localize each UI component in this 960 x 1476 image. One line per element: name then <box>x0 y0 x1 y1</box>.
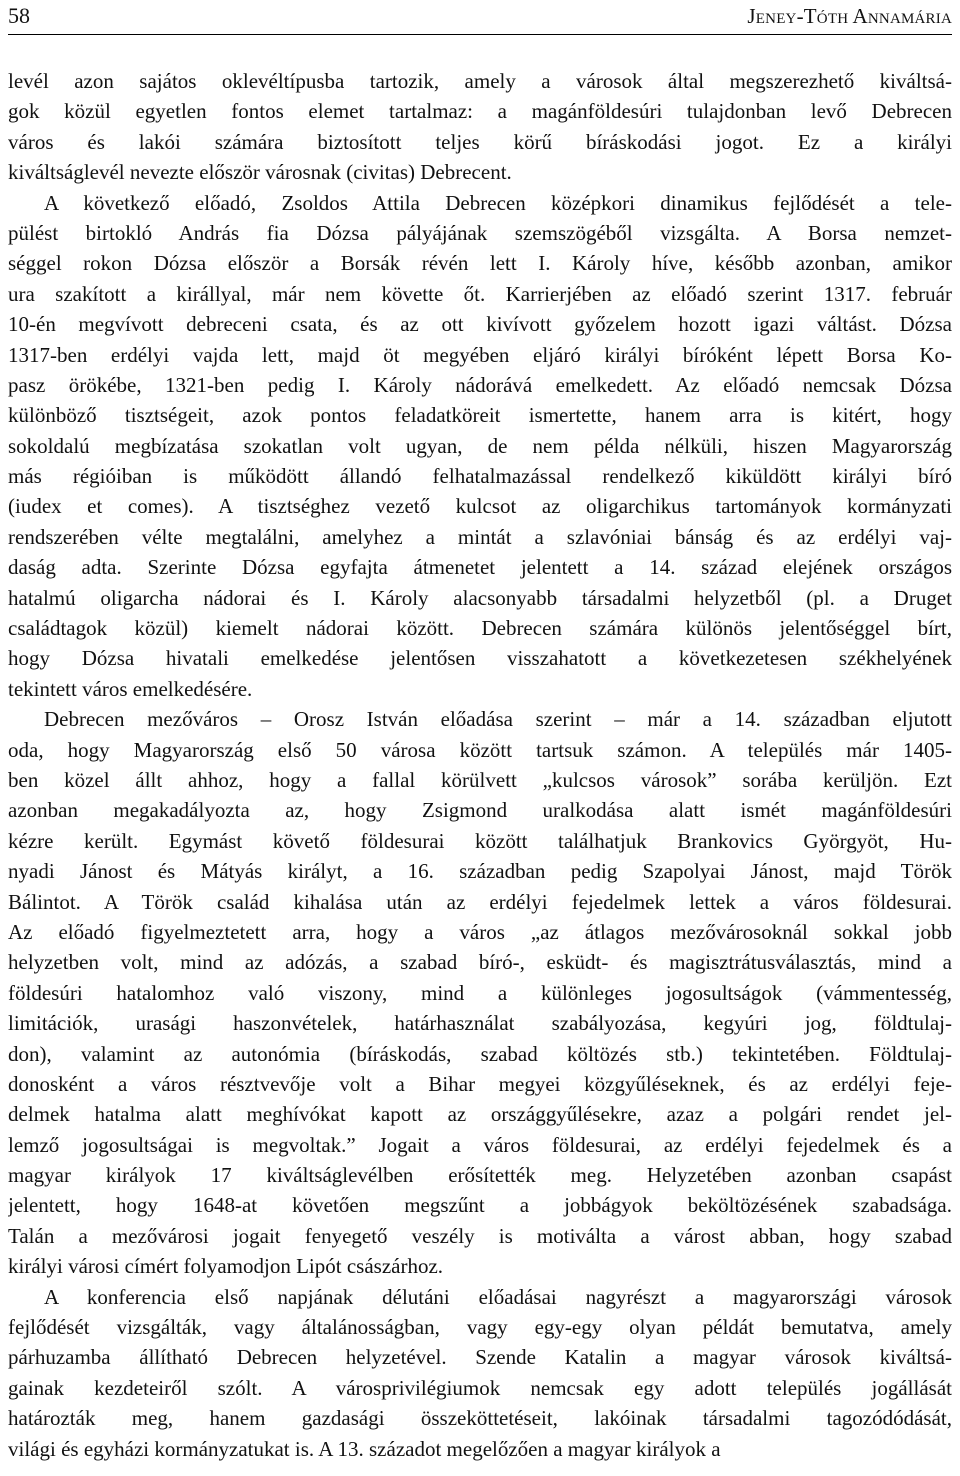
text-line: lemző jogosultságai is megvoltak.” Jogait a város földesurai, az erdélyi fejedelmek és a <box>8 1132 952 1157</box>
text-line: delmek hatalma alatt meghívókat kapott az országgyűlésekre, azaz a polgári rendet jel- <box>8 1102 952 1127</box>
text-line: magyar királyok 17 kiváltságlevélben erősítették meg. Helyzetében azonban csapást <box>8 1163 952 1188</box>
text-line: hatalmú oligarcha nádorai és I. Károly alacsonyabb társadalmi helyzetből (pl. a Druget <box>8 585 952 610</box>
text-line: párhuzamba állítható Debrecen helyzetével. Szende Katalin a magyar városok kiváltsá- <box>8 1345 952 1370</box>
text-line: gok közül egyetlen fontos elemet tartalmaz: a magánföldesúri tulajdonban levő Debrecen <box>8 99 952 124</box>
text-line: más régióiban is működött állandó felhatalmazással rendelkező kiküldött királyi bíró <box>8 464 952 489</box>
text-line: donosként a város résztvevője volt a Bihar megyei közgyűléseknek, és az erdélyi feje- <box>8 1071 952 1096</box>
text-line: 10-én megvívott debreceni csata, és az ott kivívott győzelem hozott igazi váltást. Dózsa <box>8 312 952 337</box>
text-line: (iudex et comes). A tisztséghez vezető kulcsot az oligarchikus tartományok kormányzati <box>8 494 952 519</box>
text-line: azonban megakadályozta az, hogy Zsigmond uralkodása alatt ismét magánföldesúri <box>8 798 952 823</box>
paragraph <box>8 704 952 1281</box>
running-header-author: Jeney-Tóth Annamária <box>747 4 952 28</box>
text-line: helyzetben volt, mind az adózás, a szabad bíró-, esküdt- és magisztrátusválasztás, mind a <box>8 950 952 975</box>
text-line: kézre került. Egymást követő földesurai között találhatjuk Brankovics Györgyöt, Hu- <box>8 828 952 853</box>
text-line: hogy Dózsa hivatali emelkedése jelentősen visszahatott a következetesen székhelyének <box>8 646 952 671</box>
text-line: ura szakított a királlyal, már nem követte őt. Karrierjében az előadó szerint 1317. február <box>8 281 952 306</box>
text-line: város és lakói számára biztosított teljes körű bíráskodási jogot. Ez a királyi <box>8 129 952 154</box>
text-line: királyi városi címért folyamodjon Lipót császárhoz. <box>8 1254 444 1279</box>
text-line: pasz örökébe, 1321-ben pedig I. Károly nádorává emelkedett. Az előadó nemcsak Dózsa <box>8 372 952 397</box>
text-line: földesúri hatalomhoz való viszony, mind a különleges jogosultságok (vámmentesség, <box>8 980 952 1005</box>
paragraph <box>8 188 952 705</box>
text-line: ben közel állt ahhoz, hogy a fallal körülvett „kulcsos városok” sorába kerüljön. Ezt <box>8 767 952 792</box>
text-line: világi és egyházi kormányzatukat is. A 13. századot megelőzően a magyar királyok a <box>8 1436 721 1461</box>
text-line: jelentett, hogy 1648-at követően megszűnt a jobbágyok beköltözésének szabadsága. <box>8 1193 952 1218</box>
text-line: séggel rokon Dózsa először a Borsák révén lett I. Károly híve, később azonban, amikor <box>8 251 952 276</box>
text-line: határozták meg, hanem gazdasági összeköttetéseit, lakóinak társadalmi tagozódódását, <box>8 1406 952 1431</box>
text-line: Bálintot. A Török család kihalása után az erdélyi fejedelmek lettek a város földesurai. <box>8 889 952 914</box>
text-line: limitációk, urasági haszonvételek, határhasználat szabályozása, kegyúri jog, földtulaj- <box>8 1011 952 1036</box>
body-text <box>8 66 952 1464</box>
text-line: Debrecen mezőváros – Orosz István előadása szerint – már a 14. században eljutott <box>44 707 952 732</box>
text-line: Az előadó figyelmeztetett arra, hogy a város „az átlagos mezővárosoknál sokkal jobb <box>8 919 952 944</box>
text-line: levél azon sajátos oklevéltípusba tartozik, amely a városok által megszerezhető kiváltsá- <box>8 69 952 93</box>
paragraph <box>8 1282 952 1464</box>
text-line: fejlődését vizsgálták, vagy általánosságban, vagy egy-egy olyan példát bemutatva, amely <box>8 1315 952 1340</box>
page-number: 58 <box>8 3 30 28</box>
text-line: don), valamint az autonómia (bíráskodás, szabad költözés stb.) tekintetében. Földtulaj- <box>8 1041 952 1066</box>
text-line: oda, hogy Magyarország első 50 városa között tartsuk számon. A település már 1405- <box>8 737 952 762</box>
text-line: daság adta. Szerinte Dózsa egyfajta átmenetet jelentett a 14. század elejének országos <box>8 555 952 580</box>
text-line: sokoldalú megbízatása szokatlan volt ugyan, de nem példa nélküli, hiszen Magyarország <box>8 433 952 458</box>
text-line: A következő előadó, Zsoldos Attila Debrecen középkori dinamikus fejlődését a tele- <box>44 190 952 215</box>
text-line: 1317-ben erdélyi vajda lett, majd öt megyében eljáró királyi bíróként lépett Borsa Ko- <box>8 342 952 367</box>
text-line: nyadi Jánost és Mátyás királyt, a 16. században pedig Szapolyai Jánost, majd Török <box>8 859 952 884</box>
running-header <box>8 0 952 35</box>
text-line: pülést birtokló András fia Dózsa pályájának szemszögéből vizsgálta. A Borsa nemzet- <box>8 220 952 245</box>
paragraph <box>8 66 952 188</box>
text-line: kiváltságlevél nevezte először városnak (civitas) Debrecent. <box>8 160 512 185</box>
text-line: különböző tisztségeit, azok pontos feladatköreit ismertette, hanem arra is kitért, hogy <box>8 403 952 428</box>
text-line: rendszerében vélte megtalálni, amelyhez a mintát a szlavóniai bánság és az erdélyi vaj- <box>8 524 952 549</box>
text-line: családtagok közül) kiemelt nádorai között. Debrecen számára különös jelentőséggel bírt, <box>8 616 952 641</box>
text-line: A konferencia első napjának délutáni előadásai nagyrészt a magyarországi városok <box>44 1284 952 1309</box>
text-line: Talán a mezővárosi jogait fenyegető veszély is motiválta a várost abban, hogy szabad <box>8 1223 952 1248</box>
text-line: tekintett város emelkedésére. <box>8 676 253 701</box>
text-line: gainak kezdeteiről szólt. A városprivilégiumok nemcsak egy adott település jogállását <box>8 1375 952 1400</box>
